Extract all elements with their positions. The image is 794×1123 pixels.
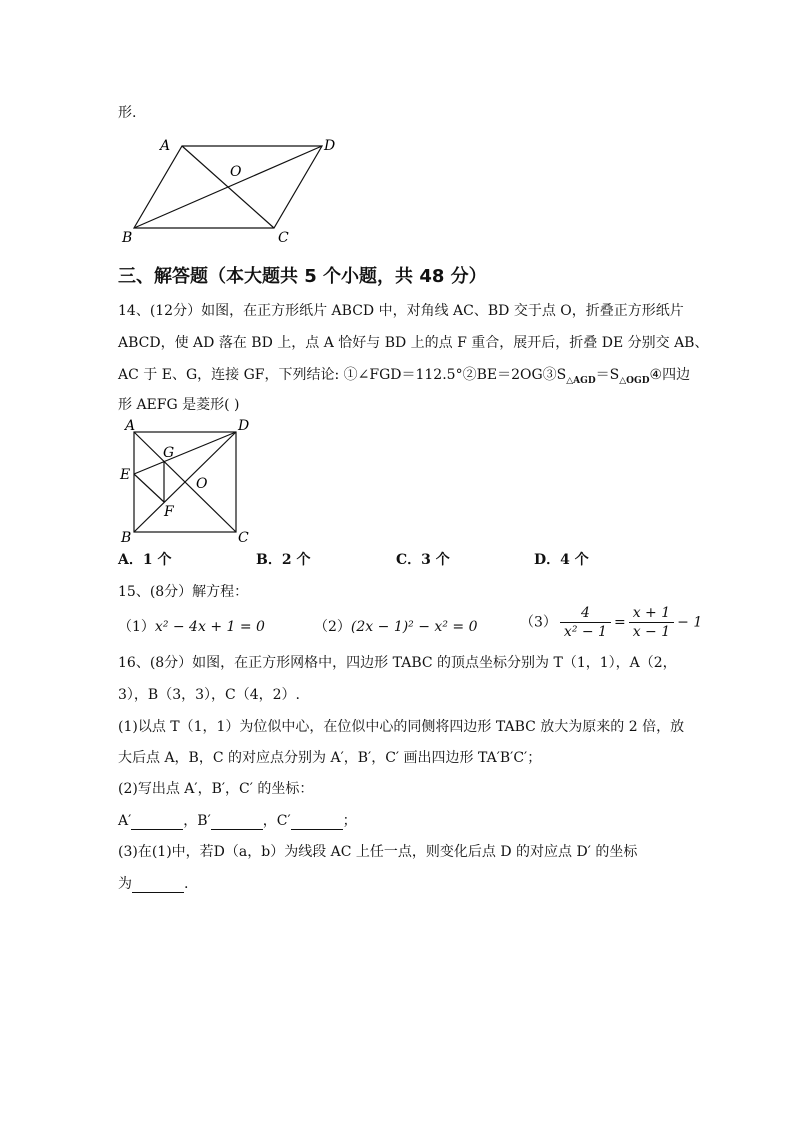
q14-line-3-mid: ＝S xyxy=(595,367,620,383)
q14-sub-ogd: △OGD xyxy=(619,375,650,386)
q15-part-3-label: （3） xyxy=(520,614,557,631)
q16-line-1: 16、(8分）如图，在正方形网格中，四边形 TABC 的顶点坐标分别为 T（1，1），A（2， xyxy=(118,655,677,671)
q16-ans-a-label: A′ xyxy=(118,813,132,829)
q16-line-5: (2)写出点 A′，B′，C′ 的坐标： xyxy=(118,781,314,797)
q16-answer-line xyxy=(118,812,357,830)
q15-part-2-label: （2） xyxy=(314,619,351,635)
top-fragment-text: 形. xyxy=(118,105,137,121)
square-figure xyxy=(112,418,262,546)
q15-fraction-1-num: 4 xyxy=(560,604,611,623)
q14-line-3 xyxy=(118,366,690,390)
q15-tail: − 1 xyxy=(677,614,703,631)
q16-line-2: 3），B（3，3），C（4，2）. xyxy=(118,687,300,703)
q16-ans-c-label: ，C′ xyxy=(262,813,291,829)
q14-option-d[interactable]: D．4 个 xyxy=(534,552,589,568)
q16-line-8-pre: 为 xyxy=(118,876,132,892)
fold-de xyxy=(134,432,236,474)
q16-line-3: (1)以点 T（1，1）为位似中心，在位似中心的同侧将四边形 TABC 放大为原来的 2 倍，放 xyxy=(118,719,685,735)
q14-line-1: 14、(12分）如图，在正方形纸片 ABCD 中，对角线 AC、BD 交于点 O，折叠正方形纸片 xyxy=(118,303,684,319)
q14-option-c[interactable]: C．3 个 xyxy=(396,552,450,568)
q14-line-2: ABCD，使 AD 落在 BD 上，点 A 恰好与 BD 上的点 F 重合，展开后，折叠 DE 分别交 AB、 xyxy=(118,335,709,351)
q15-part-1-label: （1） xyxy=(118,619,155,635)
q15-equals: = xyxy=(613,614,626,631)
q15-part-2-equation: (2x − 1)² − x² = 0 xyxy=(350,619,478,635)
segment-ef xyxy=(134,474,164,502)
q16-line-8-end: . xyxy=(184,876,189,892)
answer-blank-b[interactable] xyxy=(211,815,263,830)
label-o: O xyxy=(230,164,242,180)
q15-fraction-2 xyxy=(629,604,674,641)
q14-sub-agd: △AGD xyxy=(566,375,596,386)
label-o: O xyxy=(196,476,208,492)
q16-line-7: (3)在(1)中，若D（a，b）为线段 AC 上任一点，则变化后点 D 的对应点 D′ 的坐标 xyxy=(118,844,638,860)
q15-part-1-equation: x² − 4x + 1 = 0 xyxy=(154,619,265,635)
answer-blank-d[interactable] xyxy=(132,878,184,893)
q15-fraction-1 xyxy=(560,604,611,641)
label-c: C xyxy=(238,530,249,546)
q16-line-8 xyxy=(118,875,188,893)
label-f: F xyxy=(164,504,174,520)
section-heading: 三、解答题（本大题共 5 个小题，共 48 分） xyxy=(118,266,487,287)
answer-blank-c[interactable] xyxy=(291,815,343,830)
label-c: C xyxy=(278,230,289,246)
q15-part-1 xyxy=(118,618,265,636)
q14-option-b[interactable]: B．2 个 xyxy=(256,552,311,568)
q14-line-4: 形 AEFG 是菱形( ) xyxy=(118,397,240,413)
q15-title: 15、(8分）解方程： xyxy=(118,584,249,600)
q14-option-a[interactable]: A．1 个 xyxy=(118,552,172,568)
q16-ans-b-label: ，B′ xyxy=(183,813,211,829)
label-d: D xyxy=(238,418,250,434)
label-g: G xyxy=(163,445,175,461)
q14-line-3-post: ④四边 xyxy=(649,367,691,383)
q15-part-2 xyxy=(314,618,477,636)
label-e: E xyxy=(120,467,131,483)
q16-line-4: 大后点 A，B，C 的对应点分别为 A′，B′，C′ 画出四边形 TA′B′C′； xyxy=(118,750,542,766)
q15-fraction-2-num: x + 1 xyxy=(629,604,674,623)
q16-ans-end: ； xyxy=(342,813,357,829)
label-d: D xyxy=(324,138,336,154)
diagonal-bd xyxy=(134,146,322,228)
label-b: B xyxy=(121,530,132,546)
label-a: A xyxy=(160,138,171,154)
q15-fraction-2-den: x − 1 xyxy=(632,624,671,640)
answer-blank-a[interactable] xyxy=(131,815,183,830)
q15-part-3 xyxy=(520,604,702,641)
q14-line-3-pre: AC 于 E、G，连接 GF，下列结论: ①∠FGD＝112.5°②BE＝2OG③S xyxy=(118,367,567,383)
label-a: A xyxy=(125,418,136,434)
q15-fraction-1-den: x² − 1 xyxy=(563,624,607,640)
label-b: B xyxy=(122,230,133,246)
parallelogram-figure xyxy=(110,130,350,250)
